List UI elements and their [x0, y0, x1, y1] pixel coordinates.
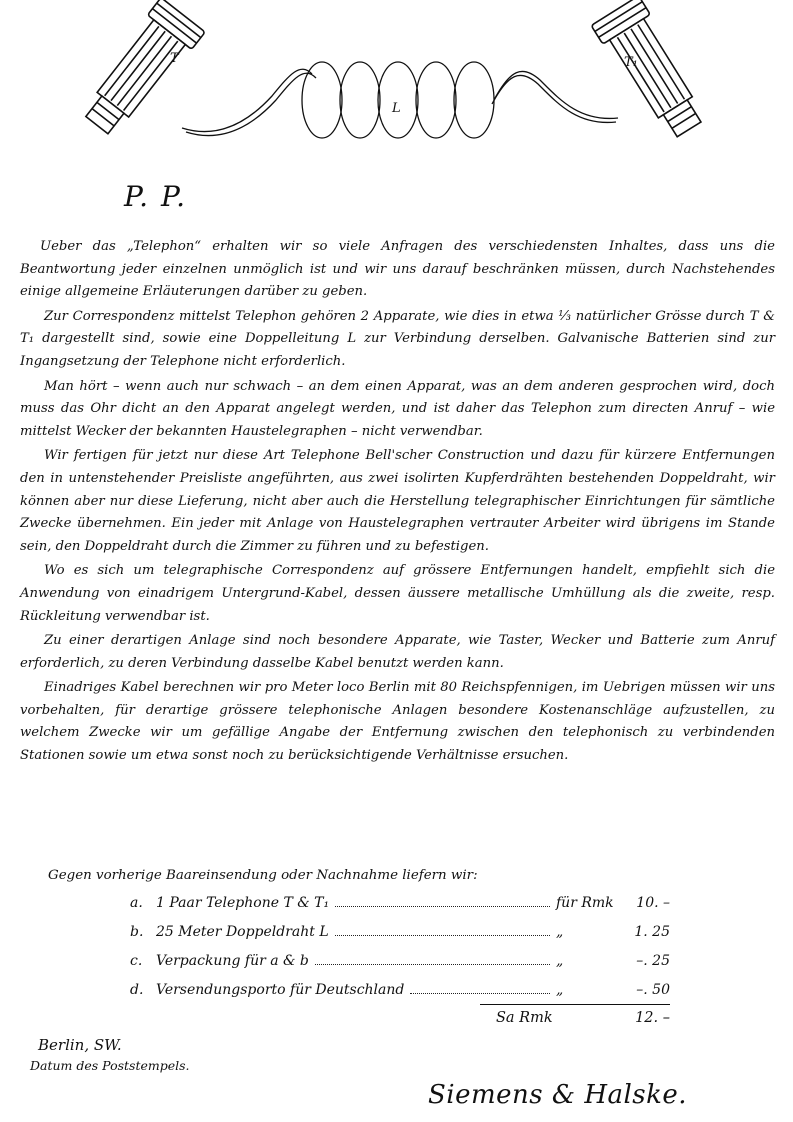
place-line: Berlin, SW.	[38, 1036, 122, 1054]
price-item-amount: 1. 25	[634, 924, 670, 940]
price-item-unit: „	[556, 982, 564, 998]
leader-dots	[335, 905, 550, 907]
price-item-letter: a.	[130, 895, 143, 911]
paragraph-1: Ueber das „Telephon“ erhalten wir so viele Anfragen des verschiedensten Inhaltes, dass uns die Beantwortung jeder einzelnen unmöglich ist und wir uns darauf beschränken müssen, durch Nachstehendes einige allgemeine Erläuterungen darüber zu geben.	[20, 239, 775, 300]
price-item-description: Verpackung für a & b	[156, 953, 309, 969]
price-row	[130, 924, 670, 953]
letter-body	[20, 236, 775, 770]
paragraph-3: Man hört – wenn auch nur schwach – an dem einen Apparat, was an dem anderen gesprochen wird, doch muss das Ohr dicht an den Apparat angelegt werden, und ist daher das Telephon zum directen Anruf – wie mittelst Wecker der bekannten Haustelegraphen – nicht verwendbar.	[20, 378, 775, 439]
paragraph-7: Einadriges Kabel berechnen wir pro Meter loco Berlin mit 80 Reichspfennigen, im Uebrigen müssen wir uns vorbehalten, für derartige grössere telephonische Anlagen besondere Kostenanschläge aufzustellen, zu welchem Zwecke wir um gefällige Angabe der Entfernung zwischen den telephonisch zu verbindenden Stationen sowie um etwa sonst noch zu berücksichtigende Verhältnisse ersuchen.	[20, 680, 775, 764]
label-coil: L	[392, 101, 401, 116]
price-list	[130, 895, 670, 1011]
leader-dots	[335, 934, 550, 936]
total-row	[496, 1010, 670, 1026]
price-item-description: Versendungsporto für Deutschland	[156, 982, 405, 998]
price-item-unit: „	[556, 924, 564, 940]
price-row	[130, 982, 670, 1011]
price-item-description: 25 Meter Doppeldraht L	[156, 924, 329, 940]
price-item-amount: –. 25	[636, 953, 670, 969]
signature: Siemens & Halske.	[428, 1080, 688, 1110]
telephone-illustration	[0, 0, 793, 150]
date-line: Datum des Poststempels.	[30, 1058, 190, 1073]
price-item-description: 1 Paar Telephone T & T₁	[156, 895, 330, 911]
price-item-amount: 10. –	[636, 895, 670, 911]
price-item-letter: d.	[130, 982, 144, 998]
order-intro: Gegen vorherige Baareinsendung oder Nachnahme liefern wir:	[48, 868, 478, 883]
price-item-amount: –. 50	[636, 982, 670, 998]
leader-dots	[315, 963, 550, 965]
price-item-letter: b.	[130, 924, 144, 940]
price-row	[130, 895, 670, 924]
price-item-unit: „	[556, 953, 564, 969]
label-right-receiver: T₁	[624, 55, 638, 70]
total-value: 12. –	[635, 1010, 670, 1026]
total-divider	[480, 1004, 670, 1005]
salutation: P. P.	[124, 180, 188, 213]
price-row	[130, 953, 670, 982]
paragraph-5: Wo es sich um telegraphische Correspondenz auf grössere Entfernungen handelt, empfiehlt sich die Anwendung von einadrigem Untergrund-Kabel, dessen äussere metallische Umhüllung als die zweite, resp. Rückleitung verwendbar ist.	[20, 563, 775, 624]
paragraph-4: Wir fertigen für jetzt nur diese Art Telephone Bell'scher Construction und dazu für kürzere Entfernungen den in untenstehender Preisliste angeführten, aus zwei isolirten Kupferdrähten bestehenden Doppeldraht, wir können aber nur diese Lieferung, nicht aber auch die Herstellung telegraphischer Einrichtungen für sämtliche Zwecke übernehmen. Ein jeder mit Anlage von Haustelegraphen vertrauter Arbeiter wird übrigens im Stande sein, den Doppeldraht durch die Zimmer zu führen und zu befestigen.	[20, 448, 775, 554]
price-item-unit: für Rmk	[556, 895, 614, 911]
coiled-wire	[182, 62, 618, 138]
paragraph-2: Zur Correspondenz mittelst Telephon gehören 2 Apparate, wie dies in etwa ⅓ natürlicher Grösse durch T & T₁ dargestellt sind, sowie eine Doppelleitung L zur Verbindung derselben. Galvanische Batterien sind zur Ingangsetzung der Telephone nicht erforderlich.	[20, 308, 775, 369]
leader-dots	[410, 992, 550, 994]
left-telephone-receiver	[75, 0, 205, 142]
total-label: Sa Rmk	[496, 1010, 553, 1026]
label-left-receiver: T	[170, 51, 179, 66]
price-item-letter: c.	[130, 953, 143, 969]
paragraph-6: Zu einer derartigen Anlage sind noch besondere Apparate, wie Taster, Wecker und Batterie zum Anruf erforderlich, zu deren Verbindung dasselbe Kabel benutzt werden kann.	[20, 633, 775, 671]
